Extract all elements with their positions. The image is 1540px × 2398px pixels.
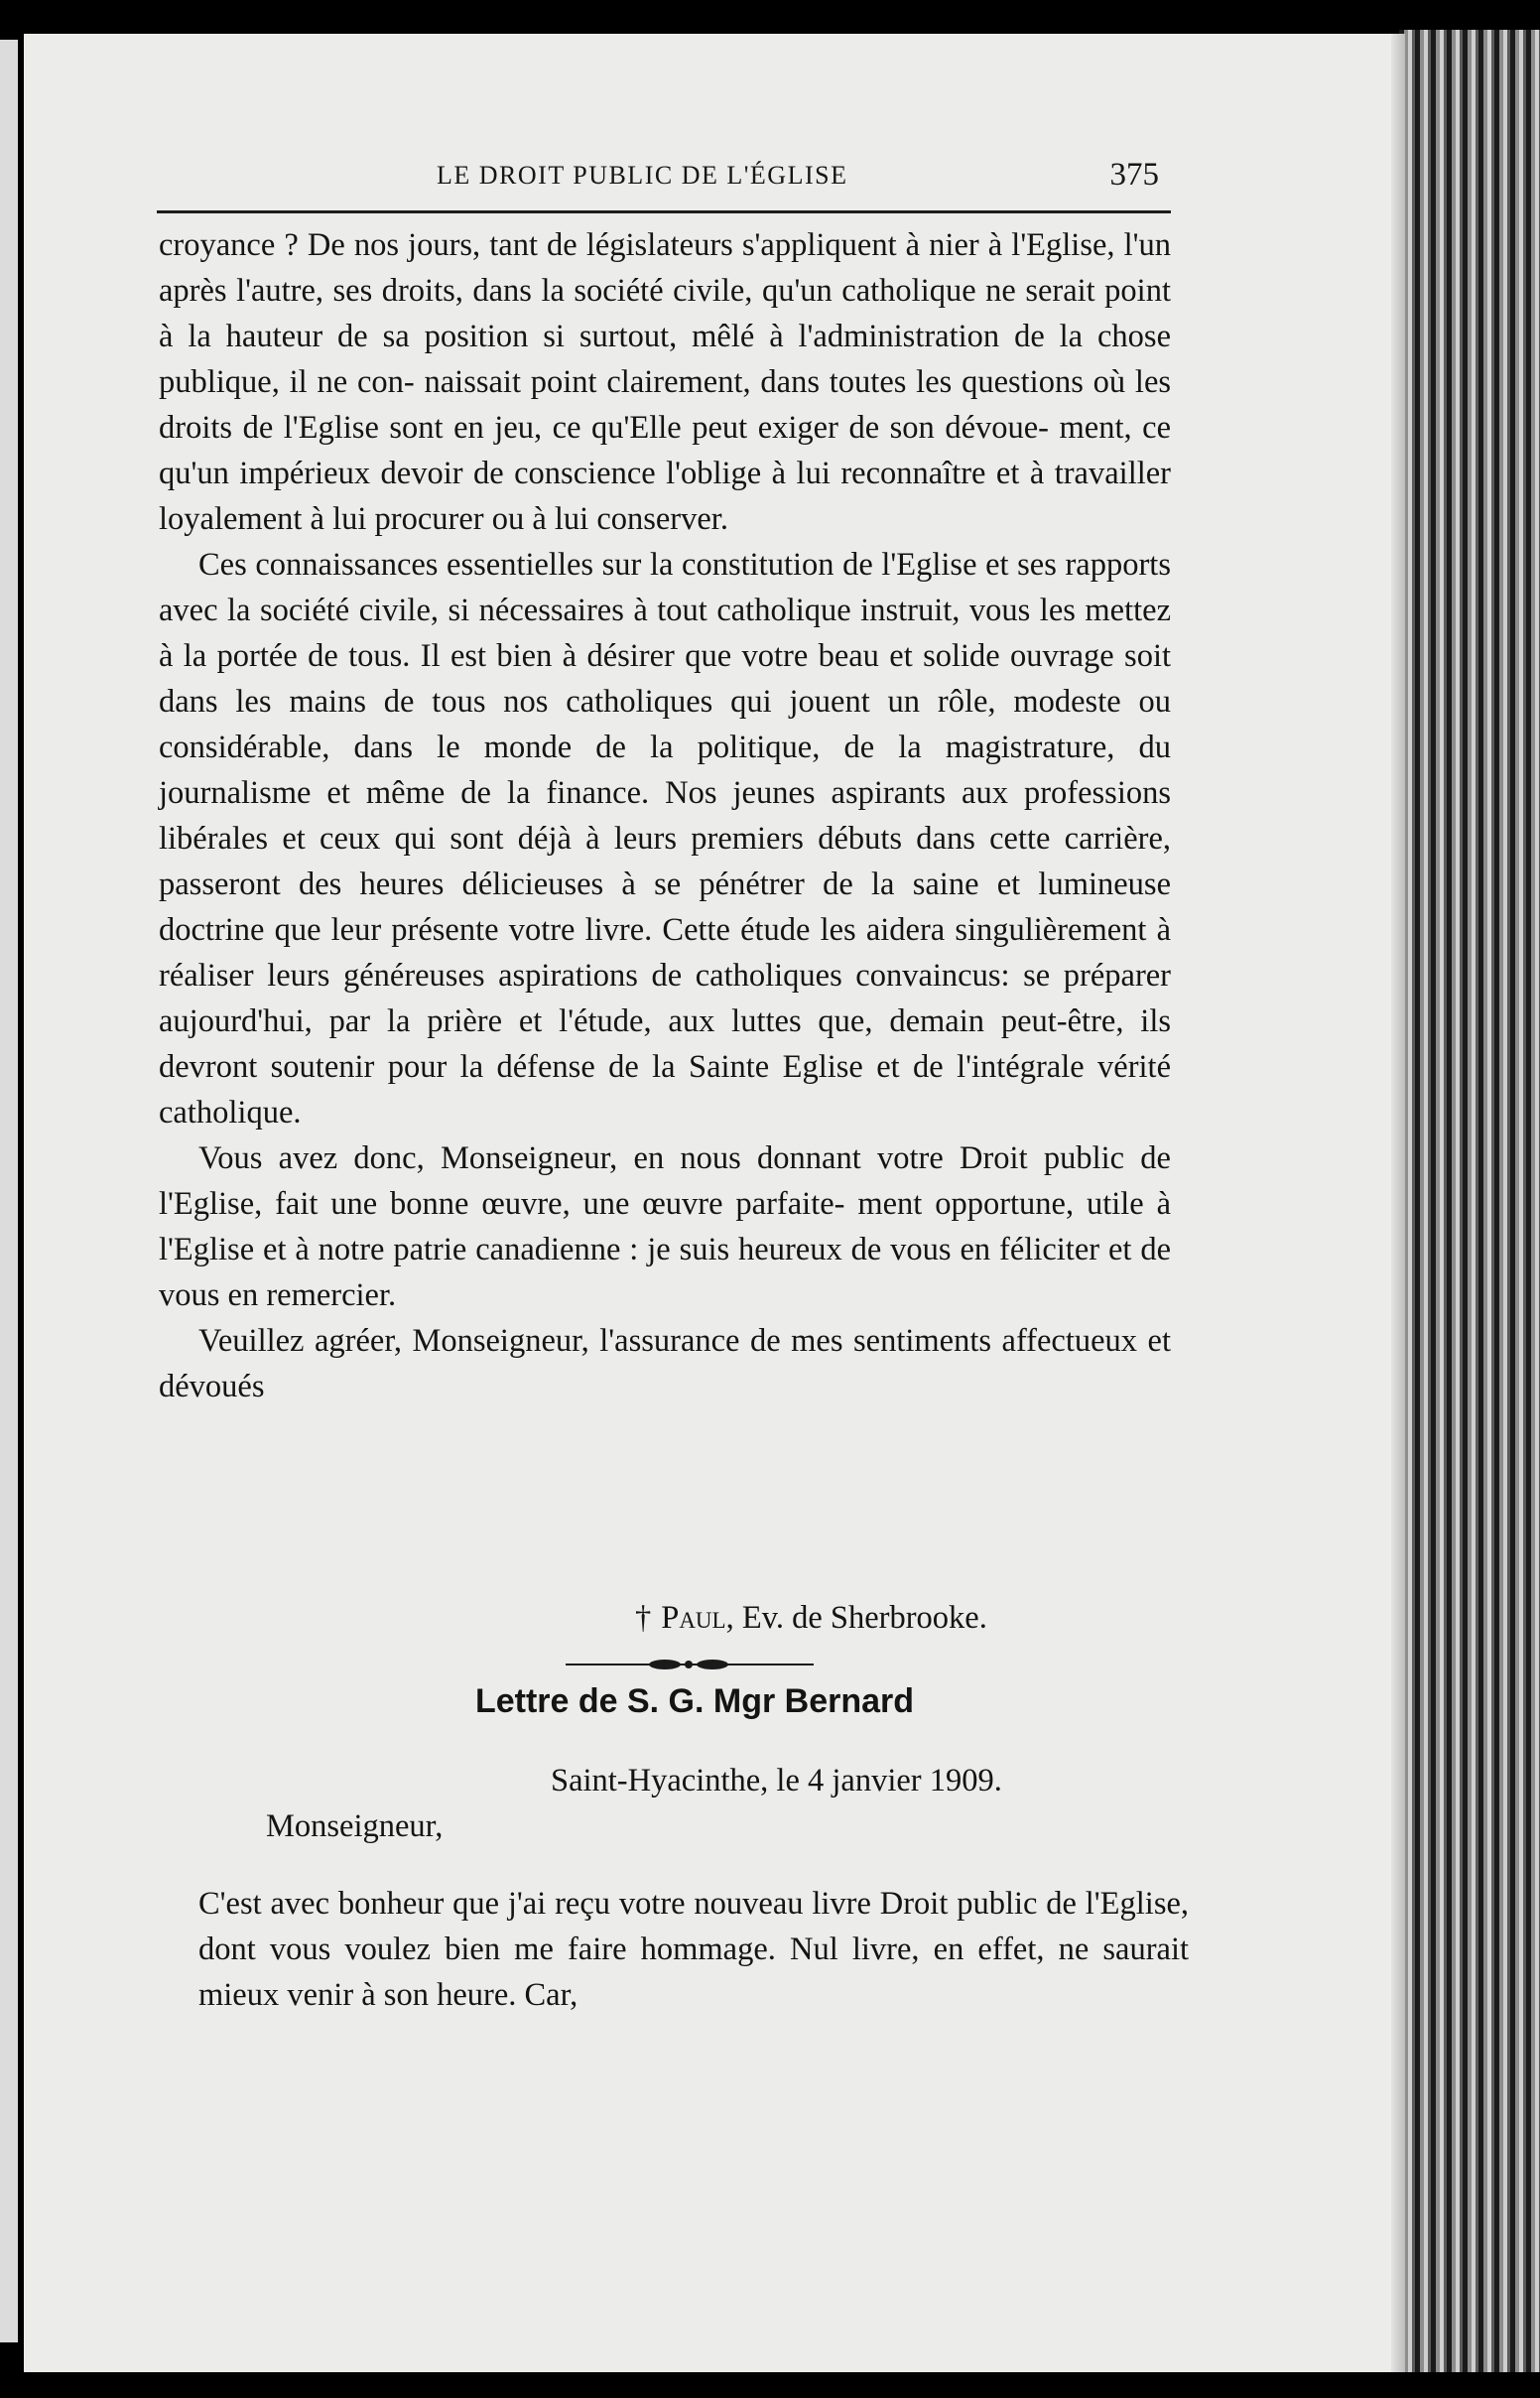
text-line: croyance ? De nos jours, tant de législateurs s'appliquent à nier <box>159 227 979 263</box>
text-line: débuts dans cette carrière, passeront des heures délicieuses à <box>159 821 1172 902</box>
text-line: considérable, dans le monde de la politique, de la magistrature, <box>159 730 1115 765</box>
text-line: catholique instruit, vous les mettez à la portée de tous. Il est <box>159 593 1171 674</box>
text-line: préparer aujourd'hui, par la prière et l'étude, aux luttes que, <box>159 958 1172 1039</box>
letter-heading: Lettre de S. G. Mgr Bernard <box>474 1682 915 1720</box>
text-line: Nul livre, en effet, ne saurait mieux venir à son heure. Car, <box>198 1932 1190 2013</box>
text-line: demain peut-être, ils devront soutenir pour la défense de la <box>159 1003 1171 1085</box>
text-line: qu'un catholique ne serait point à la hauteur de sa position si <box>159 273 1171 354</box>
paragraph-2 <box>159 542 1171 1135</box>
text-line: reconnaître et à travailler loyalement à lui procurer ou à lui <box>159 456 1171 537</box>
page-number: 375 <box>1109 157 1159 193</box>
running-head-title: LE DROIT PUBLIC DE L'ÉGLISE <box>437 161 848 190</box>
text-line: Ces connaissances essentielles sur la constitution de l'Eglise <box>198 547 977 583</box>
text-line: public de l'Eglise, fait une bonne œuvre, une œuvre parfaite- <box>159 1140 1171 1222</box>
text-line: conserver. <box>596 501 728 537</box>
text-line: ment opportune, utile à l'Eglise et à notre patrie canadienne : <box>159 1186 1172 1267</box>
text-line: surtout, mêlé à l'administration de la chose publique, il ne con- <box>159 319 1172 400</box>
text-line: leurs généreuses aspirations de catholiques convaincus: se <box>267 958 1051 994</box>
text-line: Vous avez donc, Monseigneur, en nous donnant votre Droit <box>198 1140 1028 1176</box>
page-stack-edges <box>1399 30 1540 2372</box>
text-line: se pénétrer de la saine et lumineuse doctrine que leur présente <box>159 866 1172 948</box>
signature-title: , Ev. de Sherbrooke. <box>725 1600 987 1636</box>
text-line: naissait point clairement, dans toutes les questions où les droits <box>159 364 1172 446</box>
section-ornament <box>566 1658 814 1671</box>
text-line: public de l'Eglise, dont vous voulez bien me faire hommage. <box>198 1886 1190 1967</box>
running-head <box>159 157 1171 200</box>
text-line: mains de tous nos catholiques qui jouent un rôle, modeste ou <box>289 684 1171 720</box>
paragraph-1 <box>159 222 1171 542</box>
signature-name: Paul <box>661 1600 726 1636</box>
text-line: C'est avec bonheur que j'ai reçu votre nouveau livre Droit <box>198 1886 949 1922</box>
text-line: je suis heureux de vous en féliciter et de vous en remercier. <box>159 1232 1171 1313</box>
previous-page-edge <box>0 40 18 2342</box>
main-text <box>159 222 1171 1409</box>
text-line: aux professions libérales et ceux qui sont déjà à leurs premiers <box>159 775 1172 857</box>
text-line: ment, ce qu'un impérieux devoir de conscience l'oblige à lui <box>159 410 1172 491</box>
letter-dateline: Saint-Hyacinthe, le 4 janvier 1909. <box>551 1763 1002 1798</box>
letter-body <box>198 1881 1189 2018</box>
text-line: à l'Eglise, l'un après l'autre, ses droits, dans la société civile, <box>159 227 1171 309</box>
text-line: Veuillez agréer, Monseigneur, l'assurance de mes sentiments <box>198 1323 992 1359</box>
text-line: bien à désirer que votre beau et solide ouvrage soit dans les <box>159 638 1172 720</box>
header-rule <box>157 210 1171 213</box>
text-line: du journalisme et même de la finance. Nos jeunes aspirants <box>159 730 1172 811</box>
letter-salutation: Monseigneur, <box>266 1808 444 1844</box>
cross-icon: † <box>635 1600 652 1636</box>
signature <box>635 1600 987 1637</box>
text-line: Sainte Eglise et de l'intégrale vérité catholique. <box>159 1049 1172 1131</box>
text-line: votre livre. Cette étude les aidera singulièrement à réaliser <box>159 912 1172 994</box>
text-line: affectueux et dévoués <box>159 1323 1172 1404</box>
paragraph-4 <box>159 1318 1171 1409</box>
text-line: et ses rapports avec la société civile, si nécessaires à tout <box>159 547 1171 628</box>
paragraph-3 <box>159 1135 1171 1318</box>
letter-paragraph <box>198 1881 1189 2018</box>
text-line: de l'Eglise sont en jeu, ce qu'Elle peut exiger de son dévoue- <box>242 410 1049 446</box>
